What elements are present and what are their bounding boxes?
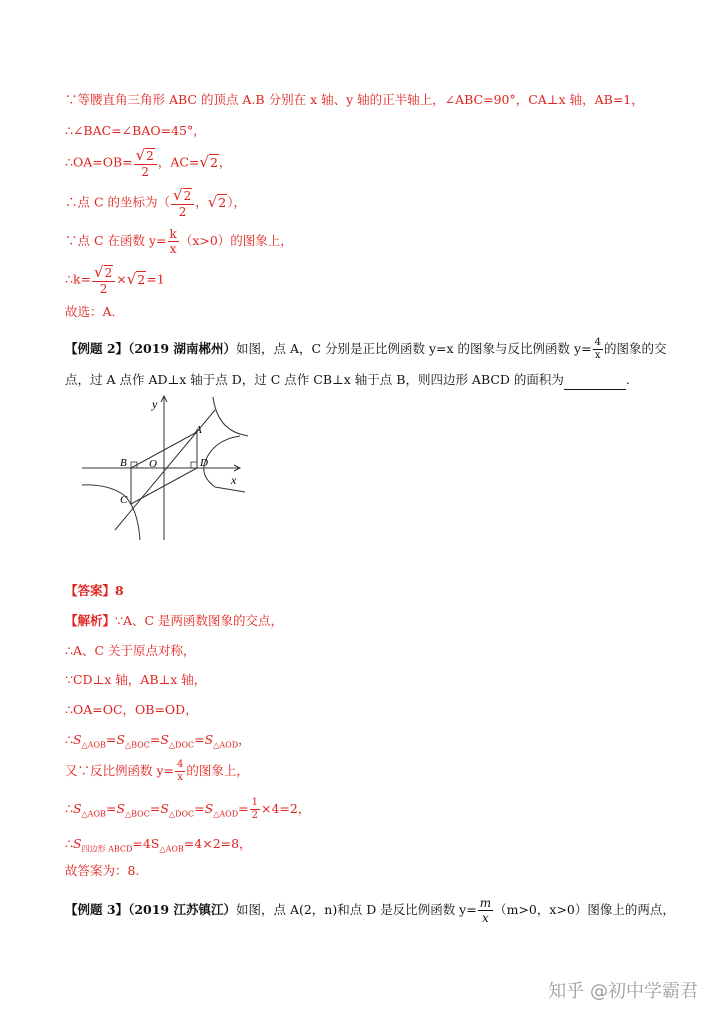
analysis-label: 【解析】 bbox=[65, 613, 116, 628]
example3-source: （2019 江苏镇江） bbox=[128, 902, 236, 917]
analysis-final: 故答案为：8. bbox=[65, 863, 140, 878]
zhihu-watermark: 知乎 @初中学霸君 bbox=[548, 981, 698, 1002]
hyperbola-branch-first-quadrant bbox=[204, 436, 245, 492]
function-graph bbox=[80, 392, 255, 542]
solution-line-6: ∴k= $\frac{√2}{2}$ ×√2=1 bbox=[65, 263, 165, 296]
fraction: $\frac{4}{x}$ bbox=[594, 337, 601, 361]
analysis-line-2: ∴A、C 关于原点对称， bbox=[65, 643, 196, 658]
solution-line-4: ∴点 C 的坐标为（ $\frac{√2}{2}$ ，√2）， bbox=[65, 186, 247, 219]
analysis-line-3: ∵CD⊥x 轴，AB⊥x 轴， bbox=[65, 672, 207, 687]
analysis-line-4: ∴OA=OC，OB=OD， bbox=[65, 702, 198, 717]
fraction: $\frac{m}{x}$ bbox=[479, 896, 492, 925]
example2-line-2: 点，过 A 点作 AD⊥x 轴于点 D，过 C 点作 CB⊥x 轴于点 B，则四边形 ABCD 的面积为 . bbox=[65, 370, 630, 390]
example2-tag: 【例题 2】 bbox=[65, 341, 129, 356]
fraction: $\frac{√2}{2}$ bbox=[92, 265, 115, 295]
text: ∴OA=OB= bbox=[65, 154, 133, 170]
label-B: B bbox=[120, 457, 127, 469]
label-y: y bbox=[152, 397, 158, 411]
answer-blank bbox=[564, 377, 626, 390]
analysis-line-5: $\therefore S_{\triangle AOB}=S_{\triangle BOC}=S_{\triangle DOC}=S_{\triangle AOD}$， bbox=[65, 732, 251, 750]
answer-label: 【答案】 bbox=[65, 583, 116, 598]
example2-source: （2019 湖南郴州） bbox=[128, 341, 236, 356]
analysis-line-1: 【解析】∵A、C 是两函数图象的交点， bbox=[65, 613, 284, 628]
solution-line-1: ∵等腰直角三角形 ABC 的顶点 A.B 分别在 x 轴、y 轴的正半轴上，∠ABC=90°，CA⊥x 轴，AB=1， bbox=[65, 92, 644, 107]
solution-line-3: ∴OA=OB= $\frac{√2}{2}$ ，AC=√2， bbox=[65, 146, 232, 179]
hyperbola-branch-right-upper bbox=[213, 397, 248, 436]
solution-line-5: ∵点 C 在函数 y= $\frac{k}{x}$ （x>0）的图象上， bbox=[65, 227, 293, 256]
analysis-line-7: $\therefore S_{\triangle AOB}=S_{\triangle BOC}=S_{\triangle DOC}=S_{\triangle AOD}=$ $\frac{1}{2}$ ×4=2， bbox=[65, 797, 311, 821]
example3-tag: 【例题 3】 bbox=[65, 902, 129, 917]
fraction: $\frac{√2}{2}$ bbox=[134, 148, 157, 178]
label-D: D bbox=[200, 457, 208, 469]
analysis-line-8: $\therefore S_{四边形 ABCD}=4S_{\triangle AOB}=4\times 2=8$， bbox=[65, 836, 252, 854]
answer-value: 8 bbox=[115, 583, 124, 598]
right-angle-mark-D bbox=[191, 462, 197, 468]
answer-line bbox=[65, 581, 124, 601]
label-x: x bbox=[231, 473, 237, 487]
label-C: C bbox=[120, 494, 128, 506]
fraction: $\frac{4}{x}$ bbox=[177, 759, 184, 783]
fraction: $\frac{k}{x}$ bbox=[169, 227, 177, 256]
label-A: A bbox=[195, 424, 202, 436]
choice-line: 故选：A. bbox=[65, 304, 116, 319]
solution-line-2: ∴∠BAC=∠BAO=45°， bbox=[65, 123, 206, 138]
example2-line-1: 【例题 2】（2019 湖南郴州）如图，点 A，C 分别是正比例函数 y=x 的图象与反比例函数 y= $\frac{4}{x}$ 的图象的交 bbox=[65, 337, 667, 361]
example3-line: 【例题 3】（2019 江苏镇江）如图，点 A(2，n)和点 D 是反比例函数 y= $\frac{m}{x}$ （m>0，x>0）图像上的两点， bbox=[65, 896, 675, 925]
label-O: O bbox=[149, 458, 157, 470]
fraction: $\frac{√2}{2}$ bbox=[171, 188, 194, 218]
analysis-line-6: 又∵反比例函数 y= $\frac{4}{x}$ 的图象上， bbox=[65, 759, 249, 783]
fraction-half: $\frac{1}{2}$ bbox=[251, 797, 258, 821]
